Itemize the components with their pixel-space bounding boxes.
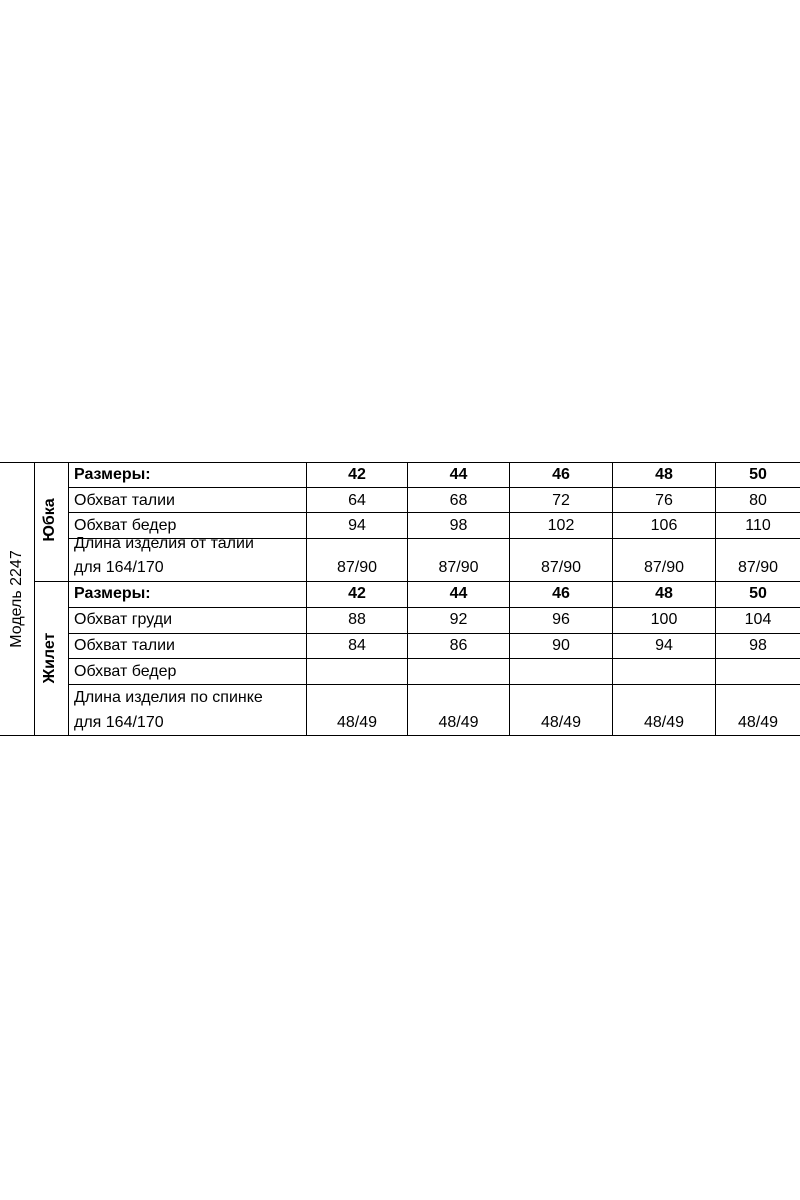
size-value: 46	[552, 466, 570, 483]
section-label-vest: Жилет	[41, 632, 58, 684]
measure-value: 87/90	[737, 559, 779, 576]
measure-value: 100	[650, 611, 678, 628]
measure-value: 87/90	[540, 559, 582, 576]
size-value: 42	[348, 585, 366, 602]
row-label-sub: для 164/170	[74, 714, 164, 731]
measure-value: 90	[552, 637, 570, 654]
measure-value: 76	[655, 492, 673, 509]
measure-value: 104	[744, 611, 772, 628]
row-label: Длина изделия по спинке	[74, 689, 263, 706]
size-value: 42	[348, 466, 366, 483]
row-label: Обхват груди	[74, 611, 173, 628]
row-label: Обхват талии	[74, 637, 175, 654]
measure-value: 96	[552, 611, 570, 628]
measure-value: 92	[449, 611, 468, 628]
size-value: 48	[655, 585, 673, 602]
size-value: 44	[449, 585, 468, 602]
measure-value: 64	[348, 492, 366, 509]
row-label: Обхват бедер	[74, 517, 177, 534]
row-divider	[68, 633, 800, 634]
measure-value: 94	[348, 517, 366, 534]
row-label: Обхват бедер	[74, 663, 177, 680]
model-label: Модель 2247	[8, 550, 25, 648]
row-divider	[68, 512, 800, 513]
column-divider	[34, 462, 35, 736]
measure-value: 72	[552, 492, 570, 509]
measure-value: 87/90	[336, 559, 378, 576]
measure-value: 68	[449, 492, 468, 509]
row-divider	[68, 607, 800, 608]
column-divider	[68, 462, 69, 736]
measure-value: 102	[547, 517, 575, 534]
section-divider	[35, 581, 800, 582]
measure-value: 98	[449, 517, 468, 534]
measure-value: 48/49	[737, 714, 779, 731]
measure-value: 48/49	[336, 714, 378, 731]
measure-value: 94	[655, 637, 673, 654]
row-label: Обхват талии	[74, 492, 175, 509]
size-value: 46	[552, 585, 570, 602]
measure-value: 106	[650, 517, 678, 534]
measure-value: 84	[348, 637, 366, 654]
table-border-top	[0, 462, 800, 463]
measure-value: 80	[749, 492, 767, 509]
measure-value: 87/90	[643, 559, 685, 576]
measure-value: 98	[749, 637, 767, 654]
size-value: 50	[749, 466, 767, 483]
measure-value: 48/49	[438, 714, 479, 731]
section-label-skirt: Юбка	[41, 498, 58, 542]
measure-value: 48/49	[643, 714, 685, 731]
size-chart-table	[0, 462, 800, 737]
measure-value: 88	[348, 611, 366, 628]
measure-value: 110	[745, 517, 771, 534]
row-divider	[68, 658, 800, 659]
row-divider	[68, 684, 800, 685]
row-label: Размеры:	[74, 466, 151, 483]
row-divider	[68, 487, 800, 488]
measure-value: 86	[449, 637, 468, 654]
size-value: 44	[449, 466, 468, 483]
size-value: 48	[655, 466, 673, 483]
measure-value: 87/90	[438, 559, 479, 576]
measure-value: 48/49	[540, 714, 582, 731]
row-label: Длина изделия от талии	[74, 535, 254, 552]
size-value: 50	[749, 585, 767, 602]
row-label-sub: для 164/170	[74, 559, 164, 576]
row-label: Размеры:	[74, 585, 151, 602]
table-border-bottom	[0, 735, 800, 736]
